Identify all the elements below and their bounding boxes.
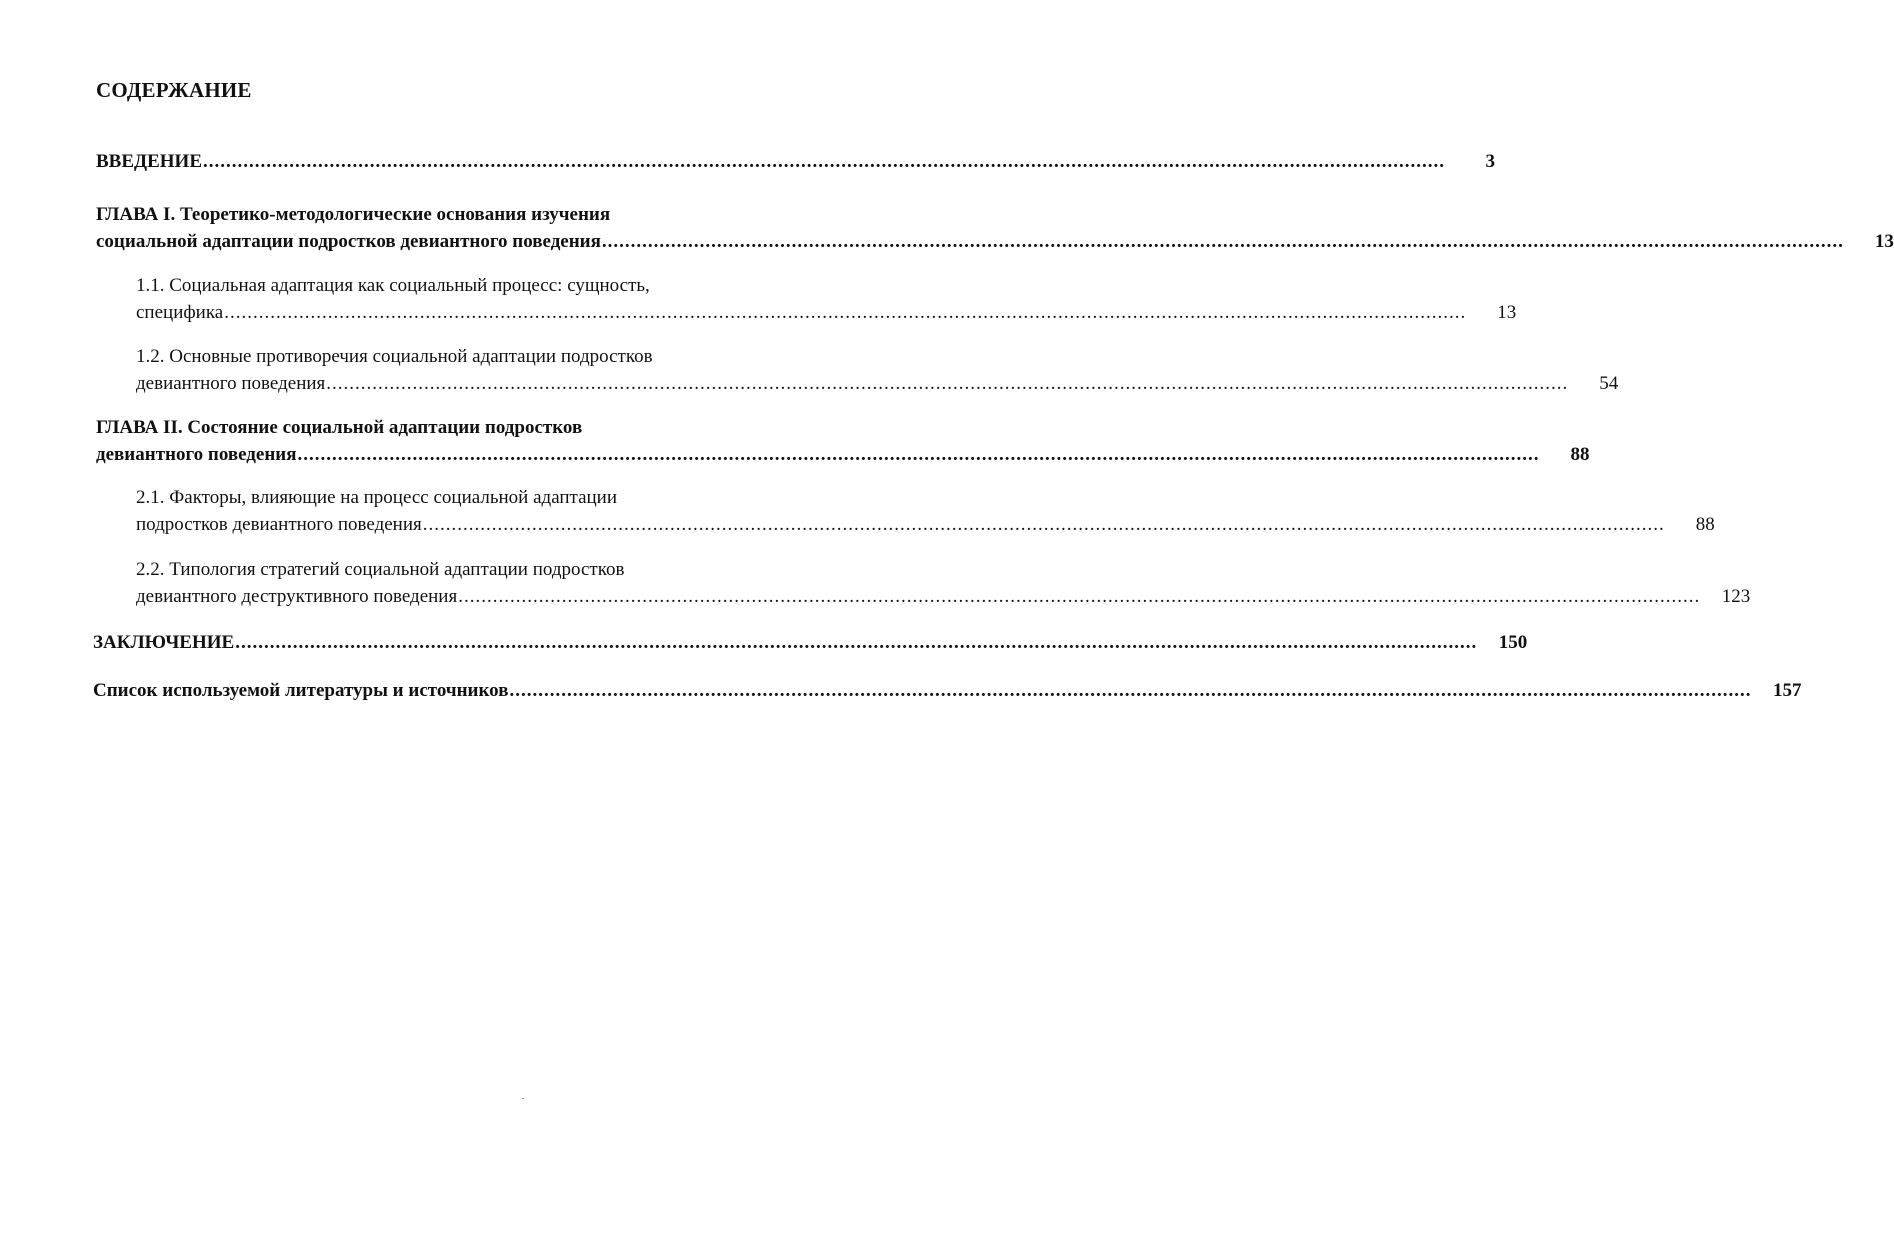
dot-leader: ........................................................................................................................................................................................................................ xyxy=(509,680,1752,701)
toc-entry-chapter-1 xyxy=(96,201,1894,255)
toc-page-number: 13 xyxy=(1497,302,1517,323)
toc-entry-line xyxy=(93,629,1528,656)
toc-entry-section-1-2 xyxy=(136,343,1619,397)
dot-leader: ........................................................................................................................................................................................................................ xyxy=(203,151,1445,172)
toc-entry-line xyxy=(96,228,1894,255)
toc-entry-line xyxy=(96,201,740,228)
toc-page-number: 150 xyxy=(1498,632,1528,653)
toc-entry-title: 2.1. Факторы, влияющие на процесс социальной адаптации xyxy=(136,487,618,508)
toc-entry-section-1-1 xyxy=(136,272,1517,326)
toc-entry-line xyxy=(96,441,1590,468)
toc-entry-line xyxy=(136,556,740,583)
toc-entry-title: 1.2. Основные противоречия социальной адаптации подростков xyxy=(136,346,653,367)
toc-entry-title: ЗАКЛЮЧЕНИЕ xyxy=(93,632,235,653)
toc-entry-title: 1.1. Социальная адаптация как социальный процесс: сущность, xyxy=(136,275,650,296)
toc-entry-line xyxy=(136,370,1619,397)
dot-leader: ........................................................................................................................................................................................................................ xyxy=(235,632,1478,653)
toc-entry-chapter-2 xyxy=(96,414,1590,468)
toc-page-number: 123 xyxy=(1721,586,1751,607)
toc-entry-title-continued: девиантного деструктивного поведения xyxy=(136,586,458,607)
toc-entry-title-continued: подростков девиантного поведения xyxy=(136,514,422,535)
toc-entry-line xyxy=(96,414,740,441)
toc-entry-line xyxy=(136,299,1517,326)
toc-entry-section-2-1 xyxy=(136,484,1715,538)
toc-page-number: 54 xyxy=(1599,373,1619,394)
toc-entry-title: ГЛАВА II. Состояние социальной адаптации подростков xyxy=(96,417,583,438)
dot-leader: ........................................................................................................................................................................................................................ xyxy=(458,586,1701,607)
toc-entry-line xyxy=(93,677,1802,704)
toc-entry-title: ВВЕДЕНИЕ xyxy=(96,151,202,172)
toc-entry-line xyxy=(136,272,740,299)
toc-entry-line xyxy=(136,484,740,511)
toc-entry-line xyxy=(136,583,1751,610)
toc-entry-introduction xyxy=(96,148,1495,175)
dot-leader: ........................................................................................................................................................................................................................ xyxy=(224,302,1467,323)
toc-entry-title-continued: девиантного поведения xyxy=(96,444,297,465)
toc-entry-line xyxy=(96,148,1495,175)
toc-page-number: 3 xyxy=(1485,151,1495,172)
dot-leader: ........................................................................................................................................................................................................................ xyxy=(601,231,1844,252)
toc-entry-title-continued: девиантного поведения xyxy=(136,373,326,394)
toc-entry-title-continued: социальной адаптации подростков девиантного поведения xyxy=(96,231,601,252)
toc-entry-title: ГЛАВА I. Теоретико-методологические основания изучения xyxy=(96,204,611,225)
dot-leader: ........................................................................................................................................................................................................................ xyxy=(297,444,1540,465)
toc-entry-title-continued: специфика xyxy=(136,302,224,323)
toc-page-number: 157 xyxy=(1772,680,1802,701)
toc-entry-title: Список используемой литературы и источников xyxy=(93,680,509,701)
toc-page-number: 88 xyxy=(1570,444,1590,465)
toc-entry-line xyxy=(136,511,1715,538)
toc-page-number: 13 xyxy=(1874,231,1894,252)
toc-page-number: 88 xyxy=(1695,514,1715,535)
dot-leader: ........................................................................................................................................................................................................................ xyxy=(326,373,1569,394)
dot-leader: ........................................................................................................................................................................................................................ xyxy=(422,514,1665,535)
toc-entry-section-2-2 xyxy=(136,556,1751,610)
scan-speck xyxy=(522,1098,524,1099)
toc-entry-line xyxy=(136,343,740,370)
toc-entry-conclusion xyxy=(93,629,1528,656)
toc-entry-title: 2.2. Типология стратегий социальной адаптации подростков xyxy=(136,559,625,580)
toc-heading: СОДЕРЖАНИЕ xyxy=(96,78,252,102)
toc-entry-bibliography xyxy=(93,677,1802,704)
